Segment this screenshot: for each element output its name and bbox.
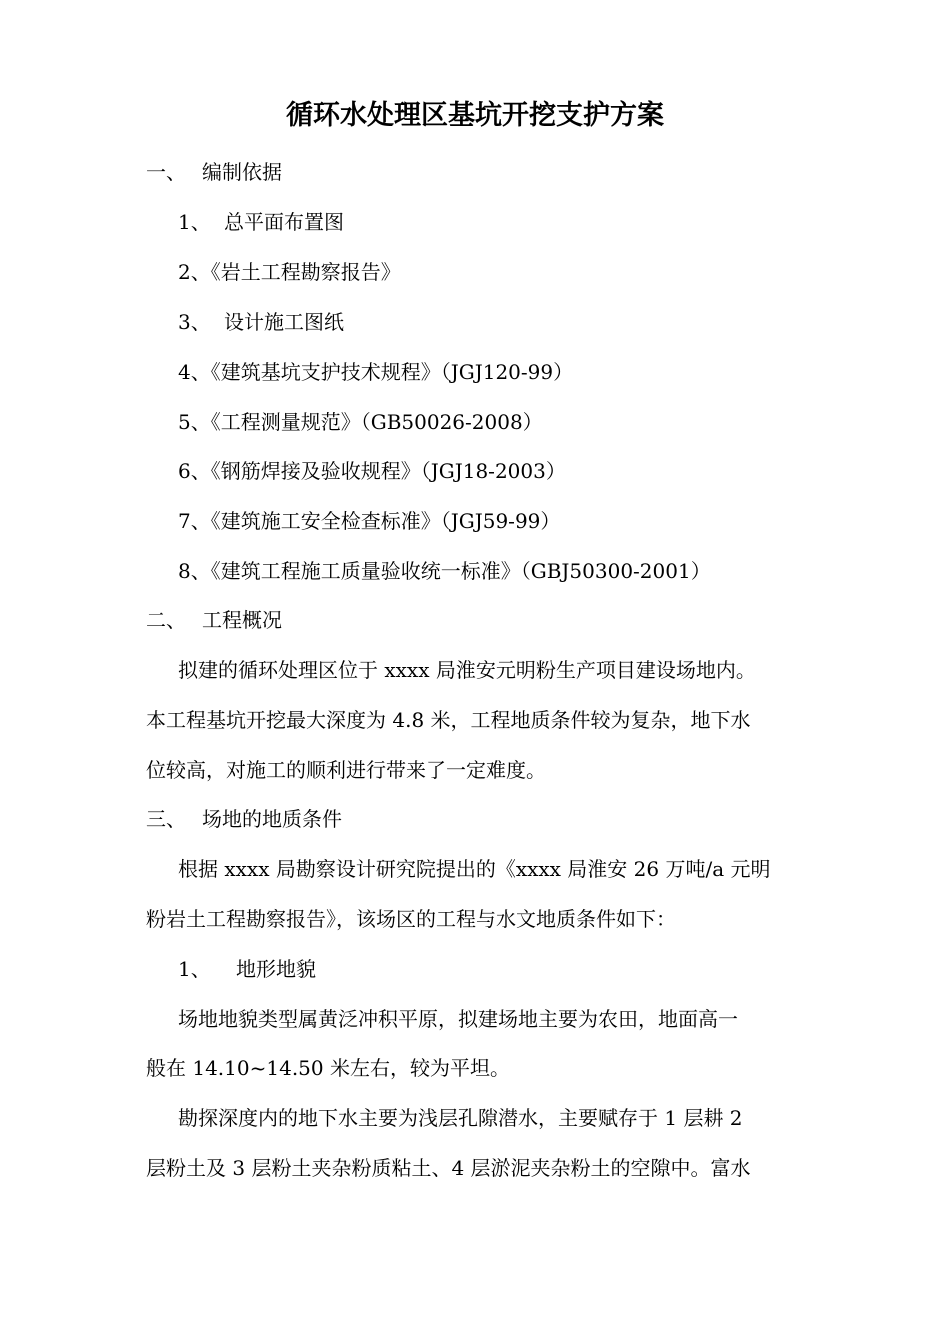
list-item: 6、《钢筋焊接及验收规程》（JGJ18-2003） [178,459,566,483]
list-item: 2、《岩土工程勘察报告》 [178,260,401,284]
section-title: 工程概况 [202,608,282,632]
list-item-text: 总平面布置图 [224,210,344,234]
paragraph-line: 根据 xxxx 局勘察设计研究院提出的《xxxx 局淮安 26 万吨/a 元明 [178,857,771,881]
section-heading-1 [146,158,282,186]
list-item: 4、《建筑基坑支护技术规程》（JGJ120-99） [178,360,574,384]
list-item [178,208,344,236]
list-item: 7、《建筑施工安全检查标准》（JGJ59-99） [178,509,561,533]
section-number: 三、 [146,807,186,831]
subsection-title: 地形地貌 [236,957,316,981]
section-heading-2 [146,606,282,634]
list-item-text: 设计施工图纸 [224,310,344,334]
list-item: 5、《工程测量规范》（GB50026-2008） [178,410,543,434]
list-item-number: 1、 [178,210,211,234]
section-heading-3 [146,805,342,833]
section-number: 一、 [146,160,186,184]
paragraph-line: 位较高，对施工的顺利进行带来了一定难度。 [146,758,546,782]
section-title: 编制依据 [202,160,282,184]
section-title: 场地的地质条件 [202,807,342,831]
paragraph-line: 拟建的循环处理区位于 xxxx 局淮安元明粉生产项目建设场地内。 [178,658,756,682]
paragraph-line: 本工程基坑开挖最大深度为 4.8 米，工程地质条件较为复杂，地下水 [146,708,751,732]
page-title: 循环水处理区基坑开挖支护方案 [286,100,664,131]
subsection-heading [178,955,316,983]
paragraph-line: 般在 14.10~14.50 米左右，较为平坦。 [146,1056,510,1080]
paragraph-line: 粉岩土工程勘察报告》，该场区的工程与水文地质条件如下： [146,907,676,931]
list-item [178,308,344,336]
paragraph-line: 层粉土及 3 层粉土夹杂粉质粘土、4 层淤泥夹杂粉土的空隙中。富水 [146,1156,751,1180]
paragraph-line: 场地地貌类型属黄泛冲积平原，拟建场地主要为农田，地面高一 [178,1007,738,1031]
section-number: 二、 [146,608,186,632]
list-item: 8、《建筑工程施工质量验收统一标准》（GBJ50300-2001） [178,559,711,583]
list-item-number: 3、 [178,310,211,334]
subsection-number: 1、 [178,957,211,981]
paragraph-line: 勘探深度内的地下水主要为浅层孔隙潜水，主要赋存于 1 层耕 2 [178,1106,743,1130]
